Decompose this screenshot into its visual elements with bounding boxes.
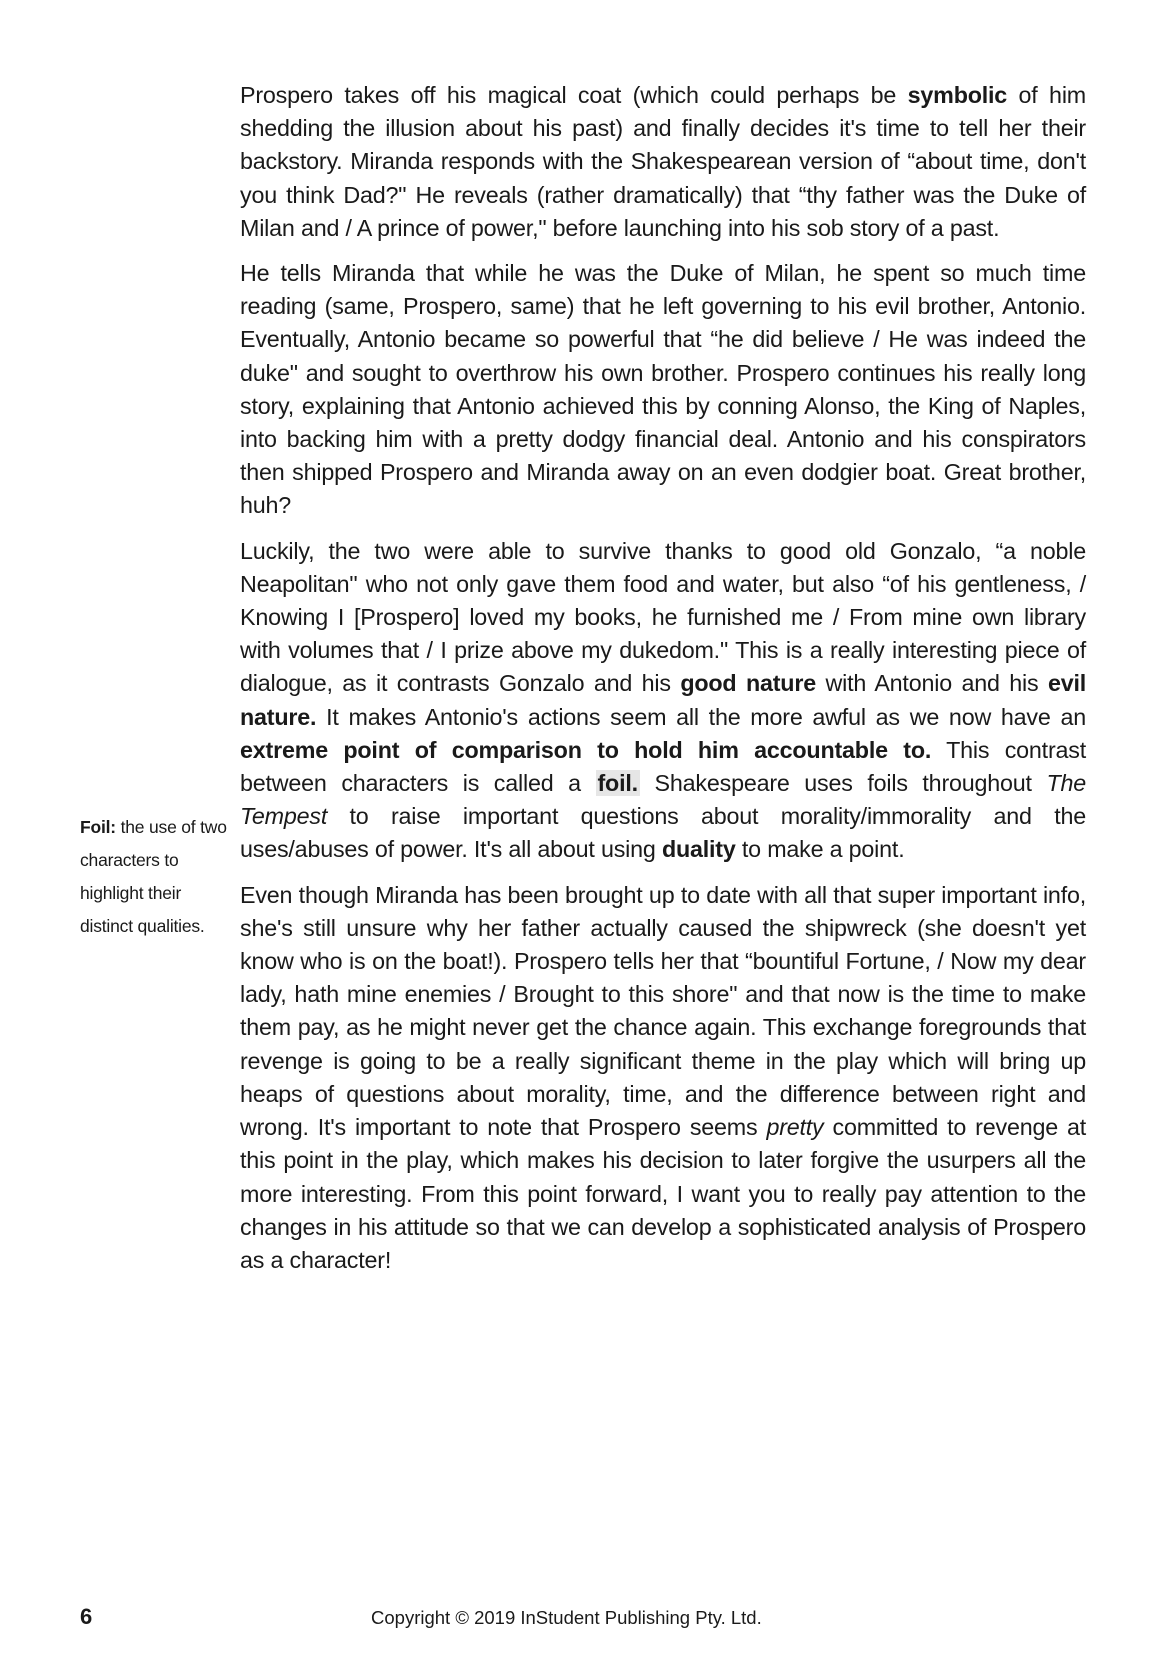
paragraph-2: He tells Miranda that while he was the Duke of Milan, he spent so much time reading (same, Prospero, same) that he left governing to his evil brother, Antonio. Eventually, Antonio became so powerful that “he did believe / He was indeed the duke" and sought to overthrow his own brother. Prospero continues his really long story, explaining that Antonio achieved this by conning Alonso, the King of Naples, into backing him with a pretty dodgy financial deal. Antonio and his conspirators then shipped Prospero and Miranda away on an even dodgier boat. Great brother, huh? (240, 260, 1086, 519)
keyword-extreme-point: extreme point of comparison to hold him accountable to. (240, 736, 932, 763)
page-number: 6 (80, 1604, 93, 1629)
keyword-good-nature: good nature (680, 670, 816, 697)
definition-term: Foil: (80, 817, 116, 837)
paragraph-1: Prospero takes off his magical coat (which could perhaps be symbolic of him shedding the illusion about his past) and finally decides it's time to tell her their backstory. Miranda responds with the Shakespearean version of “about time, don't you think Dad?" He reveals (rather dramatically) that “thy father was the Duke of Milan and / A prince of power," before launching into his sob story of a past. (240, 82, 1086, 241)
copyright-notice: Copyright © 2019 InStudent Publishing Pty. Ltd. (371, 1607, 762, 1628)
play-title: The Tempest (240, 770, 1086, 830)
main-content (240, 79, 1086, 1289)
emphasis-pretty: pretty (766, 1114, 824, 1141)
keyword-duality: duality (661, 836, 736, 863)
sidebar-definition (80, 811, 230, 943)
paragraph-3: Luckily, the two were able to survive thanks to good old Gonzalo, “a noble Neapolitan" who not only gave them food and water, but also “of his gentleness, / Knowing I [Prospero] loved my books, he furnished me / From mine own library with volumes that / I prize above my dukedom." This is a really interesting piece of dialogue, as it contrasts Gonzalo and his good nature with Antonio and his evil nature. It makes Antonio's actions seem all the more awful as we now have an extreme point of comparison to hold him accountable to. This contrast between characters is called a foil. Shakespeare uses foils throughout The Tempest to raise important questions about morality/immorality and the uses/abuses of power. It's all about using duality to make a point. (240, 537, 1086, 863)
keyword-symbolic: symbolic (907, 82, 1008, 108)
keyword-foil: foil. (597, 770, 638, 797)
definition-text: the use of two characters to highlight their distinct qualities. (80, 817, 227, 936)
keyword-evil-nature: evil nature. (240, 670, 1086, 730)
paragraph-4: Even though Miranda has been brought up to date with all that super important info, she's still unsure why her father actually caused the shipwreck (she doesn't yet know who is on the boat!). Prospero tells her that “bountiful Fortune, / Now my dear lady, hath mine enemies / Brought to this shore" and that now is the time to make them pay, as he might never get the chance again. This exchange foregrounds that revenge is going to be a really significant theme in the play which will bring up heaps of questions about morality, time, and the difference between right and wrong. It's important to note that Prospero seems pretty committed to revenge at this point in the play, which makes his decision to later forgive the usurpers all the more interesting. From this point forward, I want you to really pay attention to the changes in his attitude so that we can develop a sophisticated analysis of Prospero as a character! (240, 881, 1087, 1273)
